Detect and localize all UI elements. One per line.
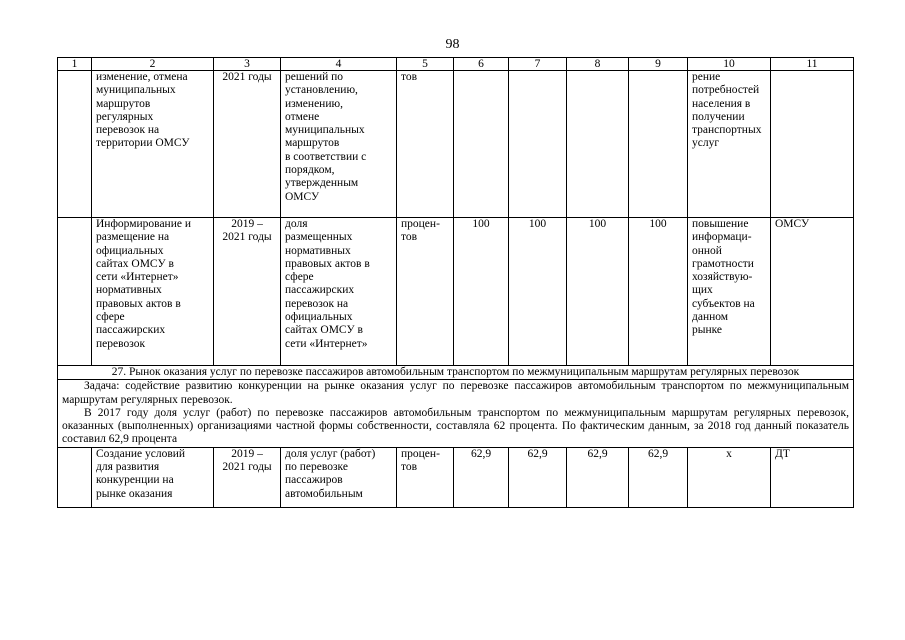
period-cell [214, 218, 281, 366]
unit-cell [397, 218, 454, 366]
indicator-cell [281, 71, 397, 218]
table-row [58, 218, 854, 366]
table-row [58, 447, 854, 507]
value-cell: 100 [629, 218, 688, 366]
task-row [58, 380, 854, 447]
indicator-cell [281, 447, 397, 507]
column-number: 5 [397, 58, 454, 71]
column-number: 1 [58, 58, 92, 71]
column-number: 8 [567, 58, 629, 71]
unit-cell [397, 447, 454, 507]
column-number: 7 [509, 58, 567, 71]
task-paragraph: Задача: содействие развитию конкуренции на рынке оказания услуг по перевозке пассажиров автомобильным транспортом по межмуниципальным маршрутам регулярных перевозок. [62, 380, 849, 406]
section-row [58, 366, 854, 380]
value-cell: 62,9 [509, 447, 567, 507]
unit-text: процен- тов [401, 447, 440, 474]
task-cell [58, 380, 854, 447]
measure-text: Информирование и размещение на официальных сайтах ОМСУ в сети «Интернет» нормативных правовых актов в сфере пассажирских перевозок [96, 218, 191, 350]
row-index-cell [58, 218, 92, 366]
column-number-row [58, 58, 854, 71]
row-index-cell [58, 447, 92, 507]
measure-text: Создание условий для развития конкуренции на рынке оказания [96, 447, 186, 500]
unit-text: тов [401, 71, 418, 83]
result-cell [688, 71, 771, 218]
column-number: 9 [629, 58, 688, 71]
section-title: 27. Рынок оказания услуг по перевозке пассажиров автомобильным транспортом по межмуниципальным маршрутам регулярных перевозок [58, 366, 854, 380]
measure-cell [92, 218, 214, 366]
column-number: 4 [281, 58, 397, 71]
result-cell [688, 218, 771, 366]
column-number: 3 [214, 58, 281, 71]
column-number: 11 [771, 58, 854, 71]
indicator-text: доля услуг (работ) по перевозке пассажиров автомобильным [285, 447, 376, 500]
value-cell: 100 [567, 218, 629, 366]
measure-cell [92, 447, 214, 507]
value-cell: 62,9 [454, 447, 509, 507]
responsible-cell [771, 71, 854, 218]
value-cell: 100 [509, 218, 567, 366]
column-number: 6 [454, 58, 509, 71]
unit-cell [397, 71, 454, 218]
result-text: рение потребностей населения в получении транспортных услуг [692, 71, 762, 150]
indicator-cell [281, 218, 397, 366]
period-text: 2019 – 2021 годы [222, 218, 272, 244]
value-cell [567, 71, 629, 218]
value-cell: 100 [454, 218, 509, 366]
period-cell [214, 447, 281, 507]
measure-text: изменение, отмена муниципальных маршрутов регулярных перевозок на территории ОМСУ [96, 71, 190, 150]
value-cell [454, 71, 509, 218]
value-cell [629, 71, 688, 218]
responsible-cell: ДТ [771, 447, 854, 507]
indicator-text: решений по установлению, изменению, отмене муниципальных маршрутов в соответствии с порядком, утвержденным ОМСУ [285, 71, 367, 203]
row-index-cell [58, 71, 92, 218]
value-cell: 62,9 [629, 447, 688, 507]
period-text: 2021 годы [222, 71, 272, 83]
period-cell [214, 71, 281, 218]
measures-table [57, 57, 854, 508]
result-cell: х [688, 447, 771, 507]
task-paragraph: В 2017 году доля услуг (работ) по перевозке пассажиров автомобильным транспортом по межмуниципальным маршрутам регулярных перевозок, оказанных (выполненных) организациями частной формы собственности, составляла 62 процента. По фактическим данным, за 2018 год данный показатель составил 62,9 процента [62, 406, 849, 446]
responsible-cell: ОМСУ [771, 218, 854, 366]
unit-text: процен- тов [401, 218, 440, 244]
result-text: повышение информаци- онной грамотности хозяйствую- щих субъектов на данном рынке [692, 218, 755, 337]
table-row [58, 71, 854, 218]
column-number: 10 [688, 58, 771, 71]
indicator-text: доля размещенных нормативных правовых актов в сфере пассажирских перевозок на официальных сайтах ОМСУ в сети «Интернет» [285, 218, 370, 350]
period-text: 2019 – 2021 годы [222, 447, 272, 474]
value-cell [509, 71, 567, 218]
measure-cell [92, 71, 214, 218]
column-number: 2 [92, 58, 214, 71]
value-cell: 62,9 [567, 447, 629, 507]
page-number: 98 [445, 37, 460, 52]
